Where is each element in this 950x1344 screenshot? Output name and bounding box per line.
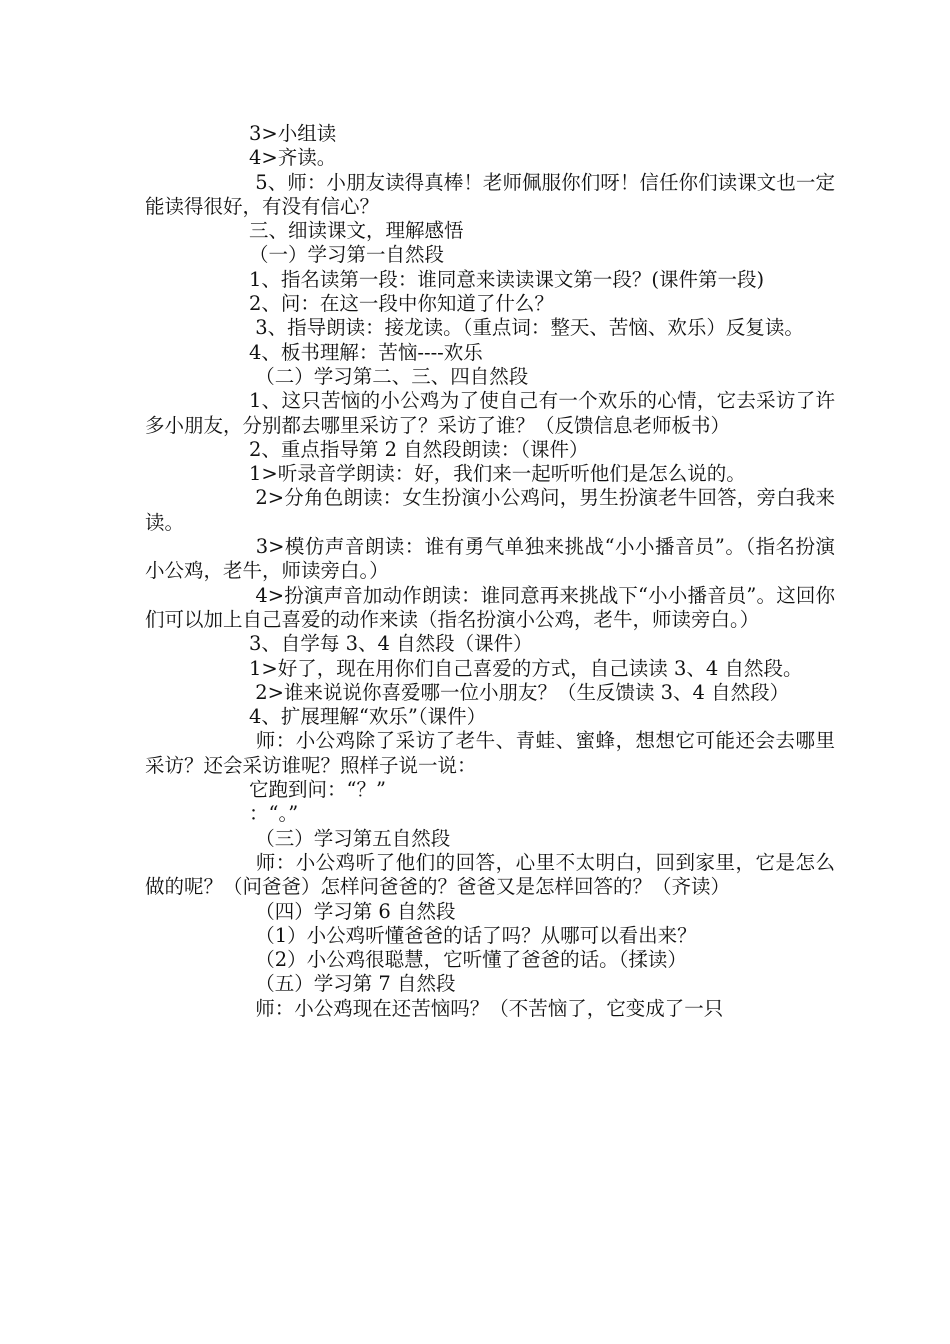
paragraph: 它跑到问：“？” bbox=[249, 778, 386, 802]
document-body bbox=[145, 122, 835, 1021]
paragraph: ：“。” bbox=[249, 802, 299, 826]
paragraph: 1、指名读第一段：谁同意来读读课文第一段？(课件第一段) bbox=[249, 267, 765, 291]
paragraph: 师：小公鸡听了他们的回答，心里不太明白，回到家里，它是怎么做的呢？（问爸爸）怎样问爸爸的？爸爸又是怎样回答的？（齐读） bbox=[145, 850, 835, 899]
paragraph: 3>小组读 bbox=[249, 122, 337, 145]
paragraph: 师：小公鸡现在还苦恼吗？（不苦恼了，它变成了一只 bbox=[249, 996, 724, 1020]
paragraph: （2）小公鸡很聪慧，它听懂了爸爸的话。（揉读） bbox=[249, 948, 687, 972]
subsection-heading: （五）学习第 7 自然段 bbox=[249, 972, 456, 996]
paragraph: 4>齐读。 bbox=[249, 146, 337, 170]
paragraph: 2、重点指导第 2 自然段朗读：（课件） bbox=[249, 437, 589, 461]
paragraph: 1>听录音学朗读：好，我们来一起听听他们是怎么说的。 bbox=[249, 462, 746, 486]
paragraph: 2、问：在这一段中你知道了什么？ bbox=[249, 292, 554, 316]
paragraph: 4、扩展理解“欢乐”（课件） bbox=[249, 705, 487, 729]
paragraph: 2>谁来说说你喜爱哪一位小朋友？（生反馈读 3、4 自然段） bbox=[249, 680, 790, 704]
paragraph: 1、这只苦恼的小公鸡为了使自己有一个欢乐的心情，它去采访了许多小朋友，分别都去哪里采访了？采访了谁？（反馈信息老师板书） bbox=[145, 389, 835, 437]
subsection-heading: （四）学习第 6 自然段 bbox=[249, 899, 456, 923]
paragraph: 1>好了，现在用你们自己喜爱的方式，自己读读 3、4 自然段。 bbox=[249, 656, 803, 680]
paragraph: 5、师：小朋友读得真棒！老师佩服你们呀！信任你们读课文也一定能读得很好，有没有信心？ bbox=[145, 170, 835, 218]
paragraph: 3、自学每 3、4 自然段（课件） bbox=[249, 632, 533, 656]
paragraph: 2>分角色朗读：女生扮演小公鸡问，男生扮演老牛回答，旁白我来读。 bbox=[145, 486, 835, 534]
subsection-heading: （二）学习第二、三、四自然段 bbox=[249, 364, 529, 388]
paragraph: 师：小公鸡除了采访了老牛、青蛙、蜜蜂，想想它可能还会去哪里采访？还会采访谁呢？照样子说一说： bbox=[145, 729, 835, 777]
paragraph: 3>模仿声音朗读：谁有勇气单独来挑战“小小播音员”。（指名扮演小公鸡，老牛，师读旁白。） bbox=[145, 535, 836, 583]
paragraph: 4、板书理解：苦恼----欢乐 bbox=[249, 340, 483, 364]
paragraph: 3、指导朗读：接龙读。（重点词：整天、苦恼、欢乐）反复读。 bbox=[249, 316, 804, 340]
subsection-heading: （一）学习第一自然段 bbox=[249, 243, 445, 267]
section-heading: 三、细读课文，理解感悟 bbox=[249, 219, 464, 243]
subsection-heading: （三）学习第五自然段 bbox=[249, 826, 451, 850]
paragraph: （1）小公鸡听懂爸爸的话了吗？从哪可以看出来？ bbox=[249, 923, 697, 947]
paragraph: 4>扮演声音加动作朗读：谁同意再来挑战下“小小播音员”。这回你们可以加上自己喜爱的动作来读（指名扮演小公鸡，老牛，师读旁白。） bbox=[145, 583, 835, 631]
